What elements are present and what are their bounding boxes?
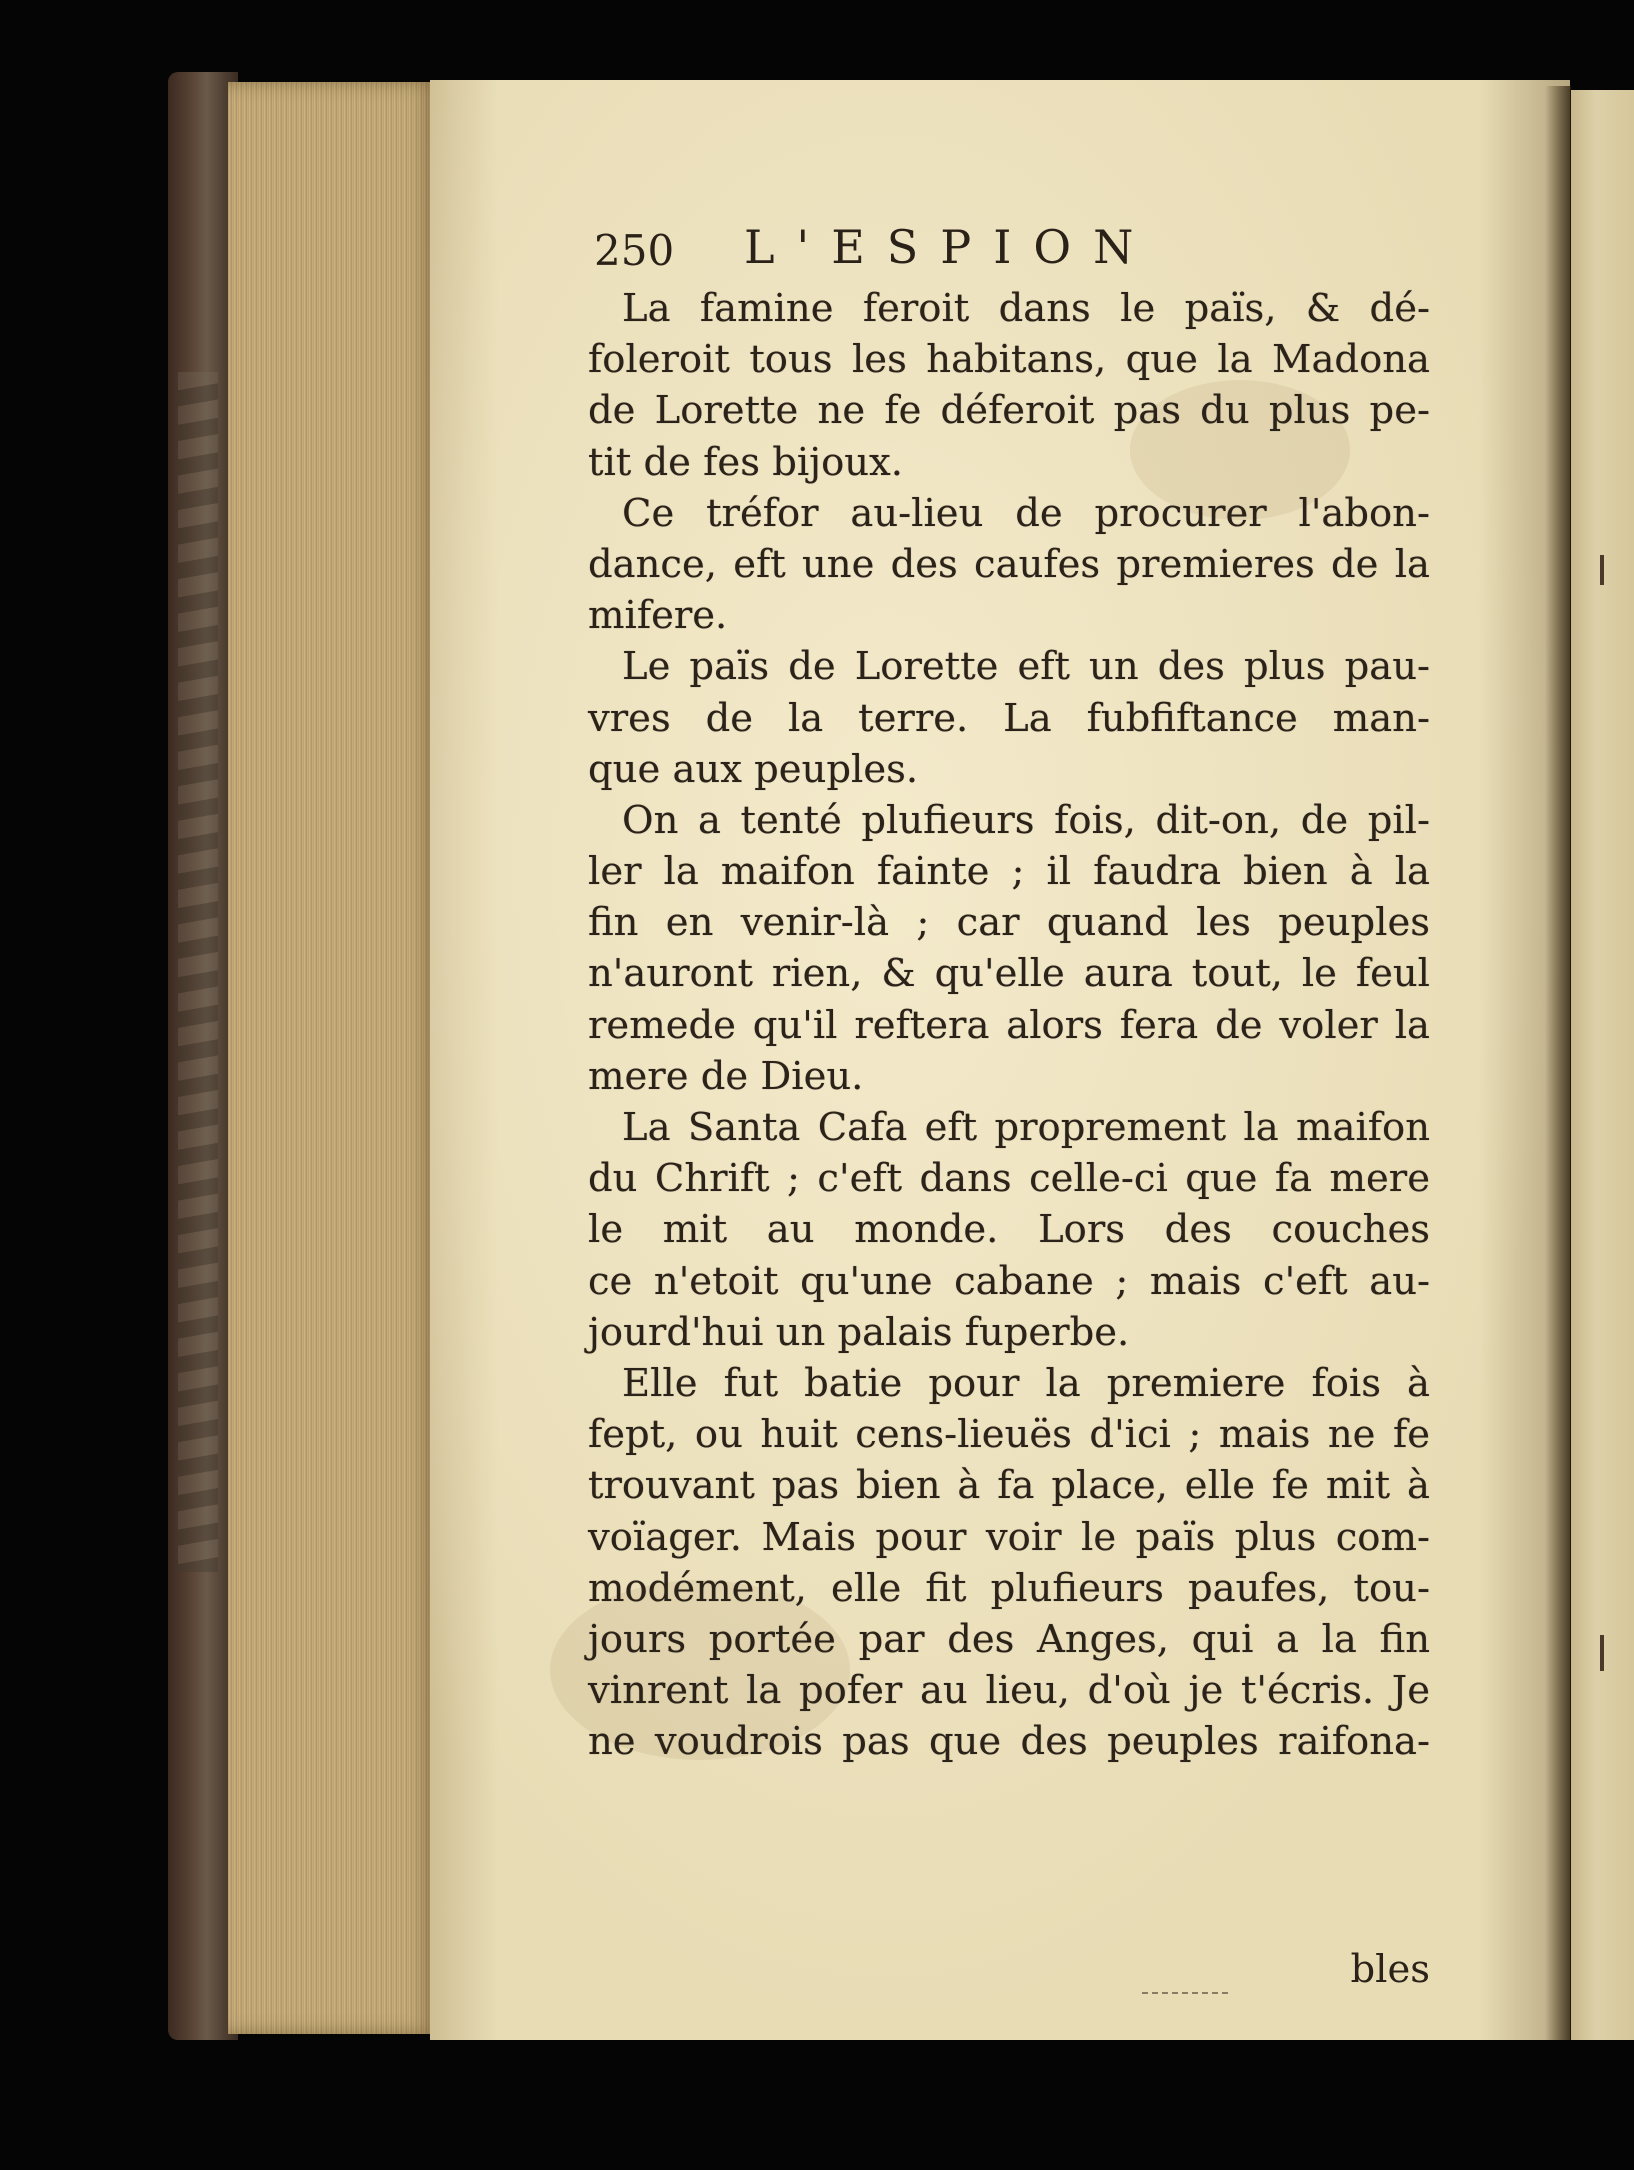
text-line: vinrent la pofer au lieu, d'où je t'écris. Je	[588, 1668, 1430, 1714]
text-line: La Santa Cafa eft proprement la maifon	[622, 1105, 1430, 1150]
text-line: dance, eft une des caufes premieres de la	[588, 541, 1430, 587]
text-line: n'auront rien, & qu'elle aura tout, le feul	[588, 951, 1430, 997]
text-line: ne voudrois pas que des peuples raifona-	[588, 1719, 1430, 1765]
text-line: Elle fut batie pour la premiere fois à	[622, 1360, 1430, 1406]
text-line: ce n'etoit qu'une cabane ; mais c'eft au-	[588, 1258, 1430, 1304]
text-line: mere de Dieu.	[588, 1053, 864, 1099]
text-line: le mit au monde. Lors des couches	[588, 1207, 1430, 1253]
text-line: foleroit tous les habitans, que la Madona	[588, 337, 1430, 383]
facing-page-mark	[1600, 1635, 1604, 1671]
page-edges	[228, 82, 438, 2034]
text-line: remede qu'il reftera alors fera de voler la	[588, 1002, 1430, 1048]
text-line: modément, elle fit plufieurs paufes, tou-	[588, 1565, 1430, 1611]
running-head	[594, 220, 1354, 280]
text-line: que aux peuples.	[588, 746, 919, 792]
text-line: fin en venir-là ; car quand les peuples	[588, 900, 1430, 946]
text-line: du Chrift ; c'eft dans celle-ci que fa mere	[588, 1156, 1430, 1202]
text-line: Ce tréfor au-lieu de procurer l'abon-	[622, 490, 1430, 536]
page-gutter	[1545, 86, 1571, 2040]
text-line: La famine feroit dans le païs, & dé-	[622, 286, 1430, 331]
text-line: voïager. Mais pour voir le païs plus com-	[588, 1514, 1430, 1560]
text-line: jours portée par des Anges, qui a la fin	[588, 1616, 1430, 1662]
page-number: 250	[594, 226, 675, 275]
text-line: On a tenté plufieurs fois, dit-on, de pil-	[622, 797, 1430, 843]
text-line: mifere.	[588, 593, 728, 639]
footer-dash	[1142, 1992, 1228, 1994]
catchword: bles	[1350, 1947, 1430, 1992]
text-line: fept, ou huit cens-lieuës d'ici ; mais ne fe	[588, 1412, 1430, 1458]
text-line: Le païs de Lorette eft un des plus pau-	[622, 644, 1430, 690]
running-title: L'ESPION	[744, 220, 1156, 274]
facing-page-mark	[1600, 555, 1604, 585]
body-text	[588, 283, 1430, 1767]
text-line: vres de la terre. La fubfiftance man-	[588, 695, 1430, 741]
text-line: trouvant pas bien à fa place, elle fe mit à	[588, 1463, 1430, 1509]
text-line: ler la maifon fainte ; il faudra bien à la	[588, 849, 1430, 895]
text-line: jourd'hui un palais fuperbe.	[588, 1309, 1130, 1355]
facing-page-edge	[1571, 90, 1634, 2040]
text-line: de Lorette ne fe déferoit pas du plus pe-	[588, 388, 1430, 434]
text-line: tit de fes bijoux.	[588, 439, 904, 485]
